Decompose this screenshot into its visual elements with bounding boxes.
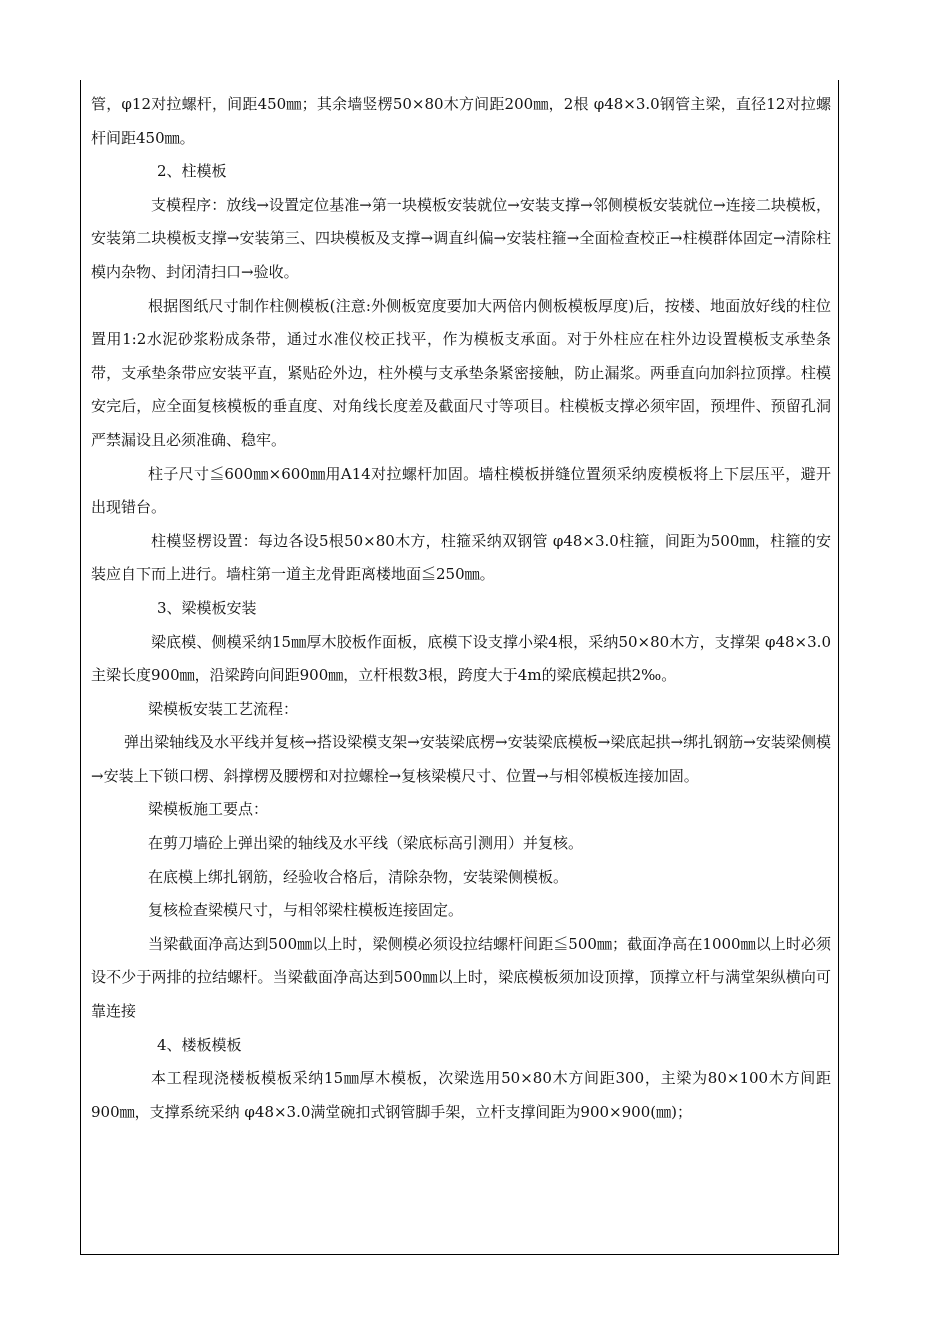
paragraph-beam-point-2: 在底模上绑扎钢筋，经验收合格后，清除杂物，安装梁侧模板。 bbox=[148, 867, 569, 886]
document-body bbox=[91, 88, 831, 1129]
heading-column-formwork: 2、柱模板 bbox=[157, 162, 227, 181]
paragraph-beam-key-points-title: 梁模板施工要点： bbox=[148, 800, 269, 819]
paragraph-beam-process-steps: 弹出梁轴线及水平线并复核→搭设梁模支架→安装梁底楞→安装梁底模板→梁底起拱→绑扎钢筋→安装梁侧模→安装上下锁口楞、斜撑楞及腰楞和对拉螺栓→复核梁模尺寸、位置→与相邻模板连接加固。 bbox=[91, 733, 831, 785]
paragraph-beam-point-1: 在剪刀墙砼上弹出梁的轴线及水平线（梁底标高引测用）并复核。 bbox=[148, 834, 584, 853]
paragraph-column-size-bolts: 柱子尺寸≦600㎜×600㎜用A14对拉螺杆加固。墙柱模板拼缝位置须采纳废模板将上下层压平，避开出现错台。 bbox=[91, 464, 831, 517]
paragraph-wall-formwork-tail: 管，φ12对拉螺杆，间距450㎜；其余墙竖楞50×80木方间距200㎜，2根 φ48×3.0钢管主梁，直径12对拉螺杆间距450㎜。 bbox=[91, 95, 831, 147]
paragraph-column-side-panels: 根据图纸尺寸制作柱侧模板(注意:外侧板宽度要加大两倍内侧板模板厚度)后，按楼、地面放好线的柱位置用1:2水泥砂浆粉成条带，通过水准仪校正找平，作为模板支承面。对于外柱应在柱外边设置模板支承垫条带，支承垫条带应安装平直，紧贴砼外边，柱外模与支承垫条紧密接触，防止漏浆。两垂直向加斜拉顶撑。柱模安完后，应全面复核模板的垂直度、对角线长度差及截面尺寸等项目。柱模板支撑必须牢固，预埋件、预留孔洞严禁漏设且必须准确、稳牢。 bbox=[91, 296, 831, 449]
heading-floor-slab-formwork: 4、楼板模板 bbox=[157, 1035, 242, 1054]
paragraph-beam-point-3: 复核检查梁模尺寸，与相邻梁柱模板连接固定。 bbox=[148, 901, 464, 920]
paragraph-floor-slab-formwork: 本工程现浇楼板模板采纳15㎜厚木模板，次梁选用50×80木方间距300，主梁为80×100木方间距900㎜，支撑系统采纳 φ48×3.0满堂碗扣式钢管脚手架，立杆支撑间距为900×900(㎜)； bbox=[91, 1069, 831, 1121]
paragraph-formwork-procedure: 支模程序：放线→设置定位基准→第一块模板安装就位→安装支撑→邻侧模板安装就位→连接二块模板，安装第二块模板支撑→安装第三、四块模板及支撑→调直纠偏→安装柱箍→全面检查校正→柱模群体固定→清除柱模内杂物、封闭清扫口→验收。 bbox=[91, 195, 831, 281]
paragraph-beam-process-title: 梁模板安装工艺流程： bbox=[148, 699, 299, 718]
paragraph-column-studs: 柱模竖楞设置：每边各设5根50×80木方，柱箍采纳双钢管 φ48×3.0柱箍，间距为500㎜，柱箍的安装应自下而上进行。墙柱第一道主龙骨距离楼地面≦250㎜。 bbox=[91, 531, 831, 584]
heading-beam-formwork: 3、梁模板安装 bbox=[157, 598, 257, 617]
paragraph-beam-tie-bolts: 当梁截面净高达到500㎜以上时，梁侧模必须设拉结螺杆间距≦500㎜；截面净高在1000㎜以上时必须设不少于两排的拉结螺杆。当梁截面净高达到500㎜以上时，梁底模板须加设顶撑，顶撑立杆与满堂架纵横向可靠连接 bbox=[91, 934, 831, 1021]
paragraph-beam-bottom-formwork: 梁底模、侧模采纳15㎜厚木胶板作面板，底模下设支撑小梁4根，采纳50×80木方，支撑架 φ48×3.0主梁长度900㎜，沿梁跨向间距900㎜，立杆根数3根，跨度大于4m的梁底模起拱2‰。 bbox=[91, 632, 831, 685]
